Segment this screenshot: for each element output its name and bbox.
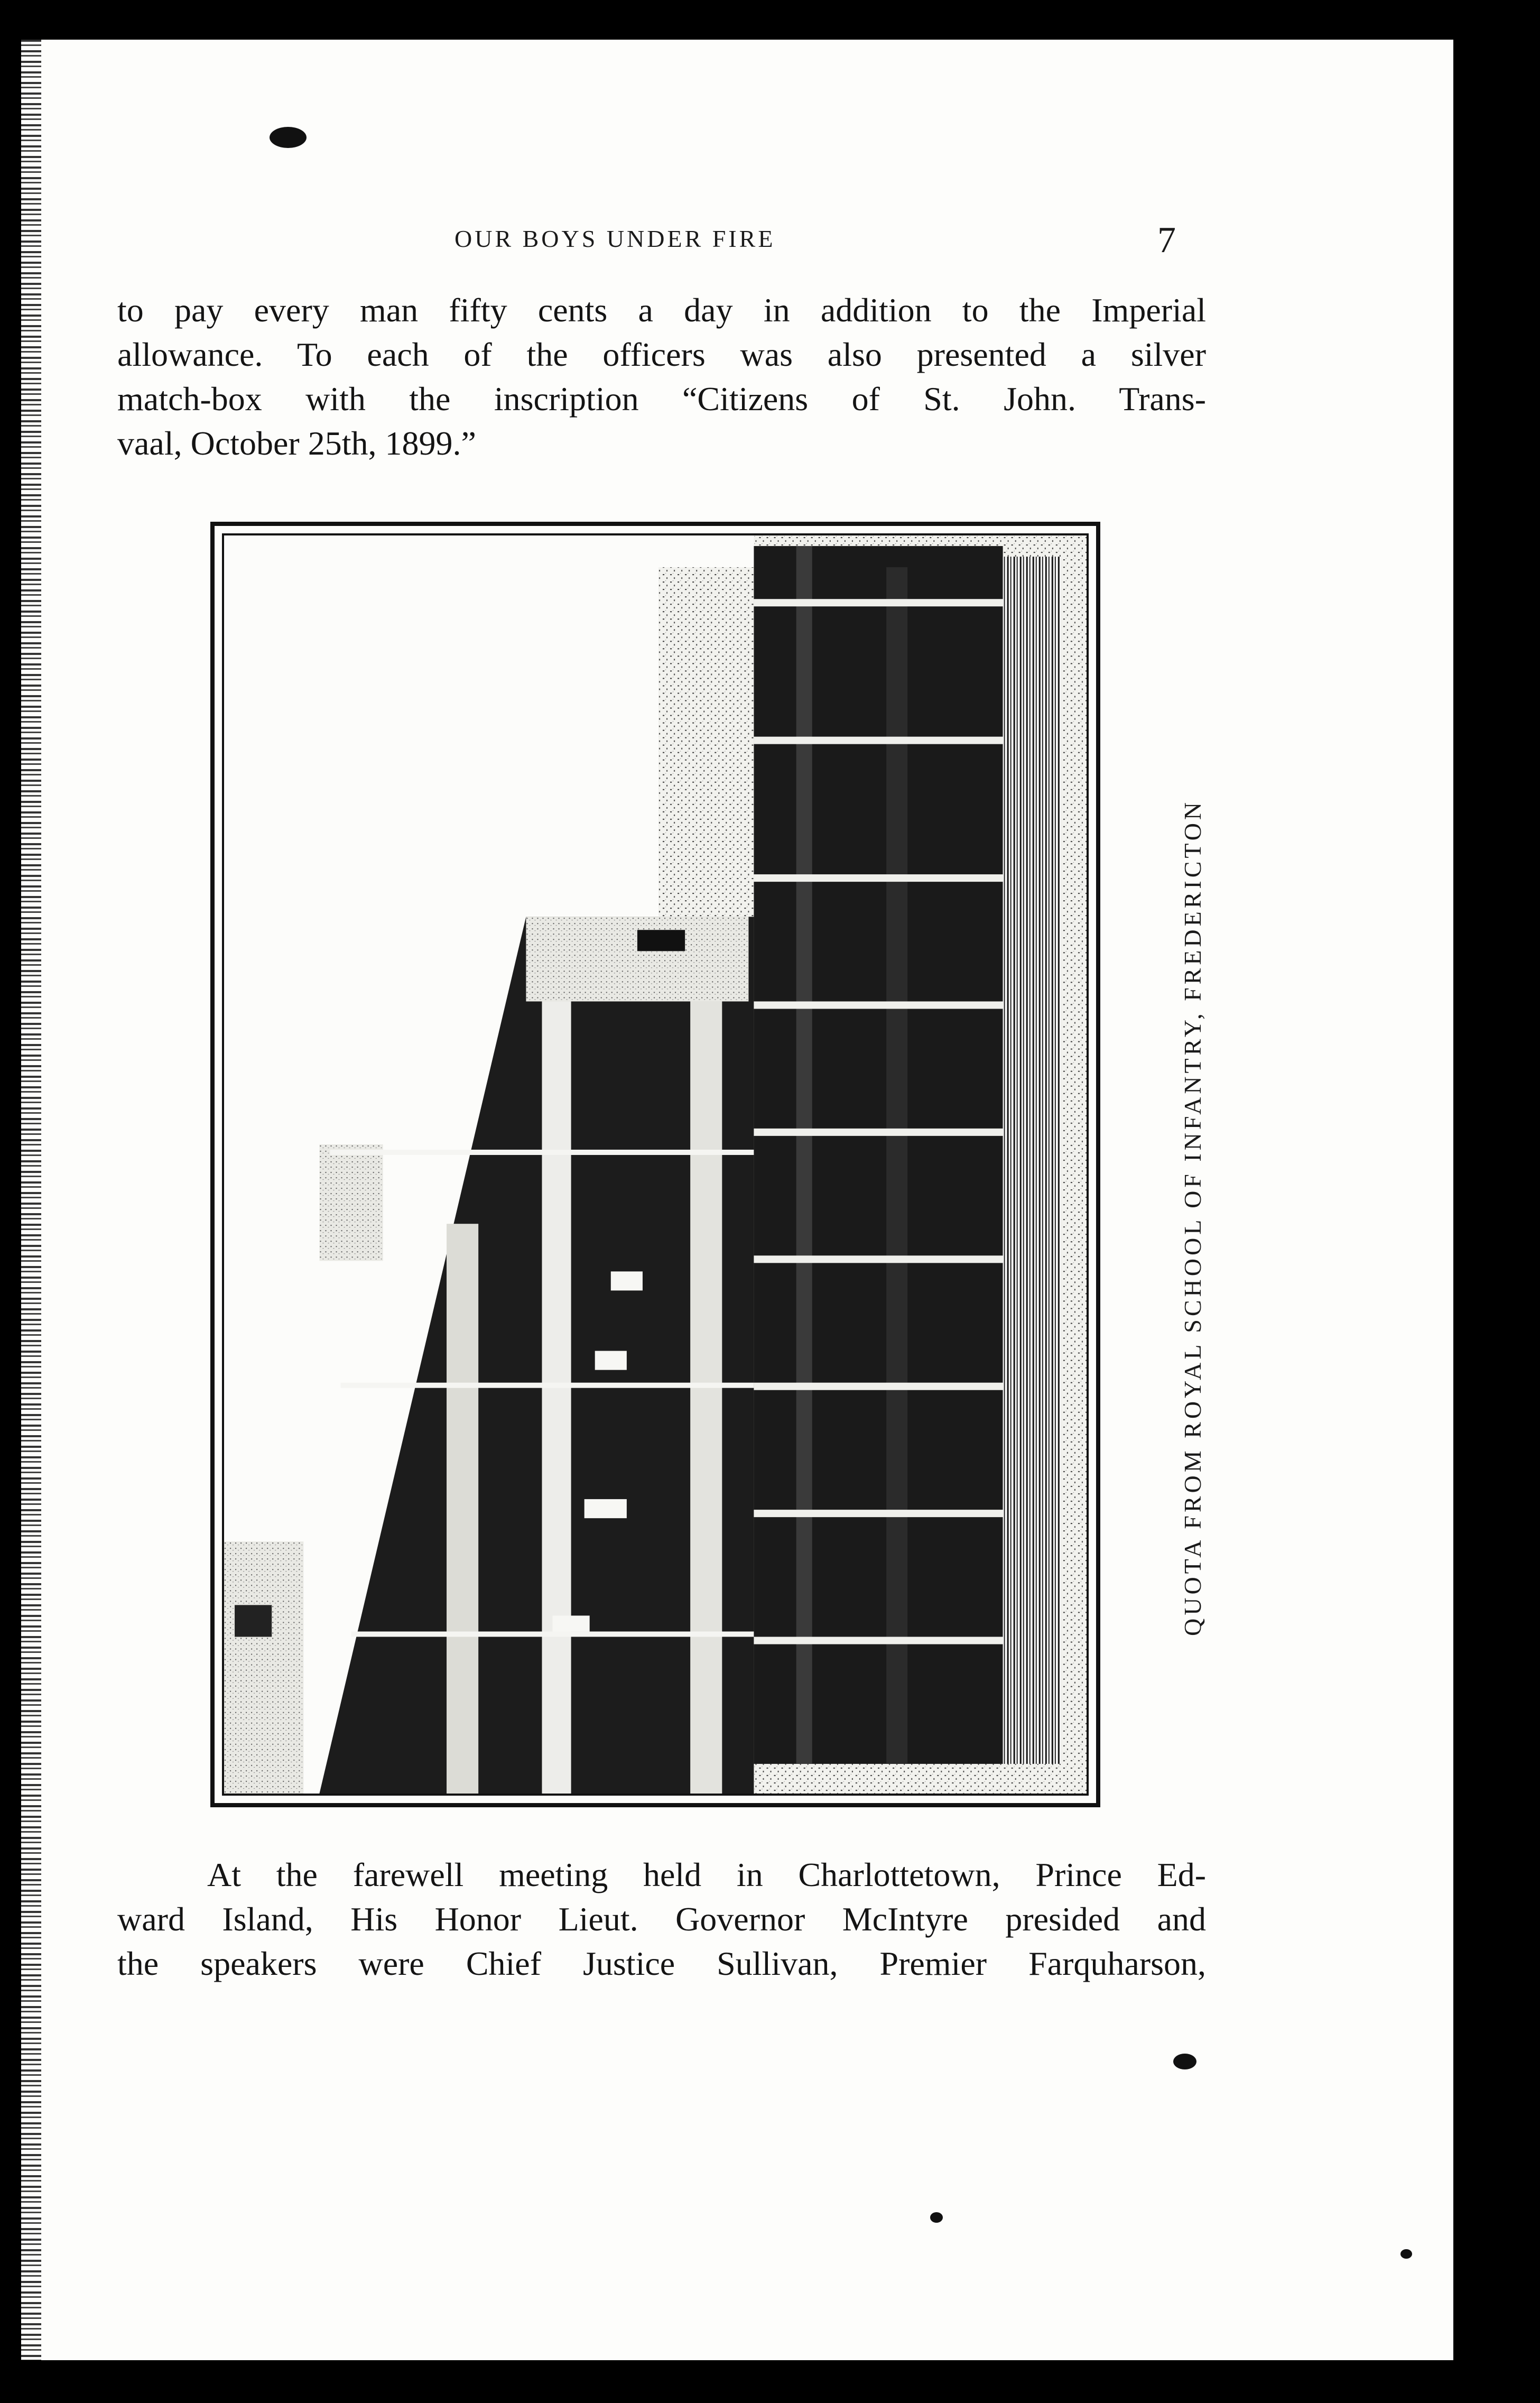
paragraph-1 [117, 288, 1206, 466]
foreground-ground [1061, 535, 1087, 1794]
paragraph-2-line-1: At the farewell meeting held in Charlottetown, Prince Ed- [207, 1856, 1206, 1893]
scanned-page-edge [21, 40, 41, 2360]
group-photograph [224, 535, 1087, 1794]
paragraph-1-line-3: match-box with the inscription “Citizens of St. John. Trans- [117, 380, 1206, 418]
soldiers-row [754, 546, 1061, 1764]
gravel-left [658, 567, 754, 917]
ink-speck [1400, 2249, 1412, 2259]
paragraph-2-line-2: ward Island, His Honor Lieut. Governor McIntyre presided and [117, 1900, 1206, 1938]
distant-buildings [224, 1541, 303, 1794]
photo-plate-inner-border [222, 533, 1089, 1796]
ink-blot [270, 127, 307, 148]
paragraph-1-line-1: to pay every man fifty cents a day in addition to the Imperial [117, 291, 1206, 329]
photo-caption: QUOTA FROM ROYAL SCHOOL OF INFANTRY, FREDERICTON [1179, 799, 1206, 1636]
window-4 [553, 1615, 590, 1631]
paragraph-2 [117, 1853, 1206, 1986]
window-1 [611, 1271, 643, 1290]
photo-plate [210, 522, 1100, 1807]
paragraph-1-line-4: vaal, October 25th, 1899.” [117, 424, 476, 462]
floor-line-2 [341, 1383, 754, 1388]
ink-speck-3 [930, 2212, 943, 2223]
distant-tower [319, 1144, 383, 1261]
floor-line-1 [330, 1150, 754, 1155]
running-title: OUR BOYS UNDER FIRE [454, 225, 776, 252]
distant-window [235, 1605, 272, 1637]
building-end-window [637, 930, 685, 951]
ink-speck-2 [1173, 2054, 1196, 2069]
book-page [21, 40, 1453, 2360]
floor-line-3 [351, 1631, 754, 1637]
paragraph-1-line-2: allowance. To each of the officers was also presented a silver [117, 336, 1206, 373]
window-2 [595, 1351, 627, 1370]
wall-band-1 [542, 1001, 571, 1794]
running-head [21, 219, 1453, 262]
window-3 [585, 1499, 627, 1518]
building-end-wall [526, 917, 748, 1001]
paragraph-2-line-3: the speakers were Chief Justice Sullivan, Premier Farquharson, [117, 1945, 1206, 1982]
page-number: 7 [1157, 220, 1176, 261]
wall-band-3 [447, 1224, 478, 1794]
wall-band-2 [690, 1001, 722, 1794]
